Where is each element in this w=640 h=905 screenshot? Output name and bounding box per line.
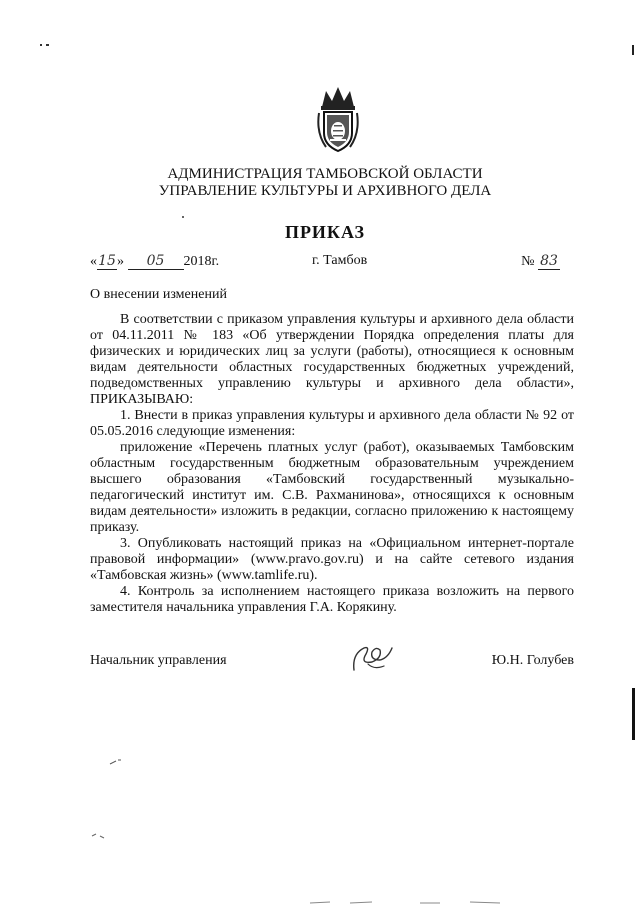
date-line [90,253,560,273]
date-close-quote: » [117,254,124,269]
city: г. Тамбов [312,253,368,268]
handwritten-signature [350,640,394,674]
number-value: 83 [538,253,560,270]
coat-of-arms-icon [316,85,360,155]
paragraph-item-1-detail: приложение «Перечень платных услуг (работ), оказываемых Тамбовским областным государственным бюджетным образовательным учреждением высшего образования «Тамбовский государственный музыкально-педагогический институт им. С.В. Рахманинова», относящихся к основным видам деятельности» изложить в редакции, согласно приложению к настоящему приказу. [90,440,574,535]
date-day: 15 [98,253,116,269]
paragraph-item-1: 1. Внести в приказ управления культуры и архивного дела области № 92 от 05.05.2016 следующие изменения: [90,408,574,439]
signatory-position: Начальник управления [90,653,227,668]
order-subject: О внесении изменений [90,287,227,302]
paragraph-item-3: 3. Опубликовать настоящий приказ на «Официальном интернет-портале правовой информации» (www.pravo.gov.ru) и на сайте сетевого издания «Тамбовская жизнь» (www.tamlife.ru). [90,536,574,583]
signature-block [90,653,574,675]
order-date [90,253,219,270]
organization-name-line1: АДМИНИСТРАЦИЯ ТАМБОВСКОЙ ОБЛАСТИ [167,166,483,182]
paragraph-preamble: В соответствии с приказом управления культуры и архивного дела области от 04.11.2011 № 183 «Об утверждении Порядка определения платы для физических и юридических лиц за услуги (работы), относящиеся к основным видам деятельности областных государственных бюджетных учреждений, подведомственных управлению культуры и архивного дела области», ПРИКАЗЫВАЮ: [90,312,574,407]
date-month: 05 [128,253,184,270]
date-year: 2018г. [183,254,220,269]
document-title: ПРИКАЗ [284,222,366,242]
paragraph-item-4: 4. Контроль за исполнением настоящего приказа возложить на первого заместителя начальника управления Г.А. Корякину. [90,584,574,615]
organization-name-line2: УПРАВЛЕНИЕ КУЛЬТУРЫ И АРХИВНОГО ДЕЛА [158,183,492,199]
number-label: № [521,254,535,269]
order-number [521,253,560,270]
signatory-name: Ю.Н. Голубев [491,653,574,668]
date-open-quote: « [90,254,97,269]
order-body [90,312,574,616]
